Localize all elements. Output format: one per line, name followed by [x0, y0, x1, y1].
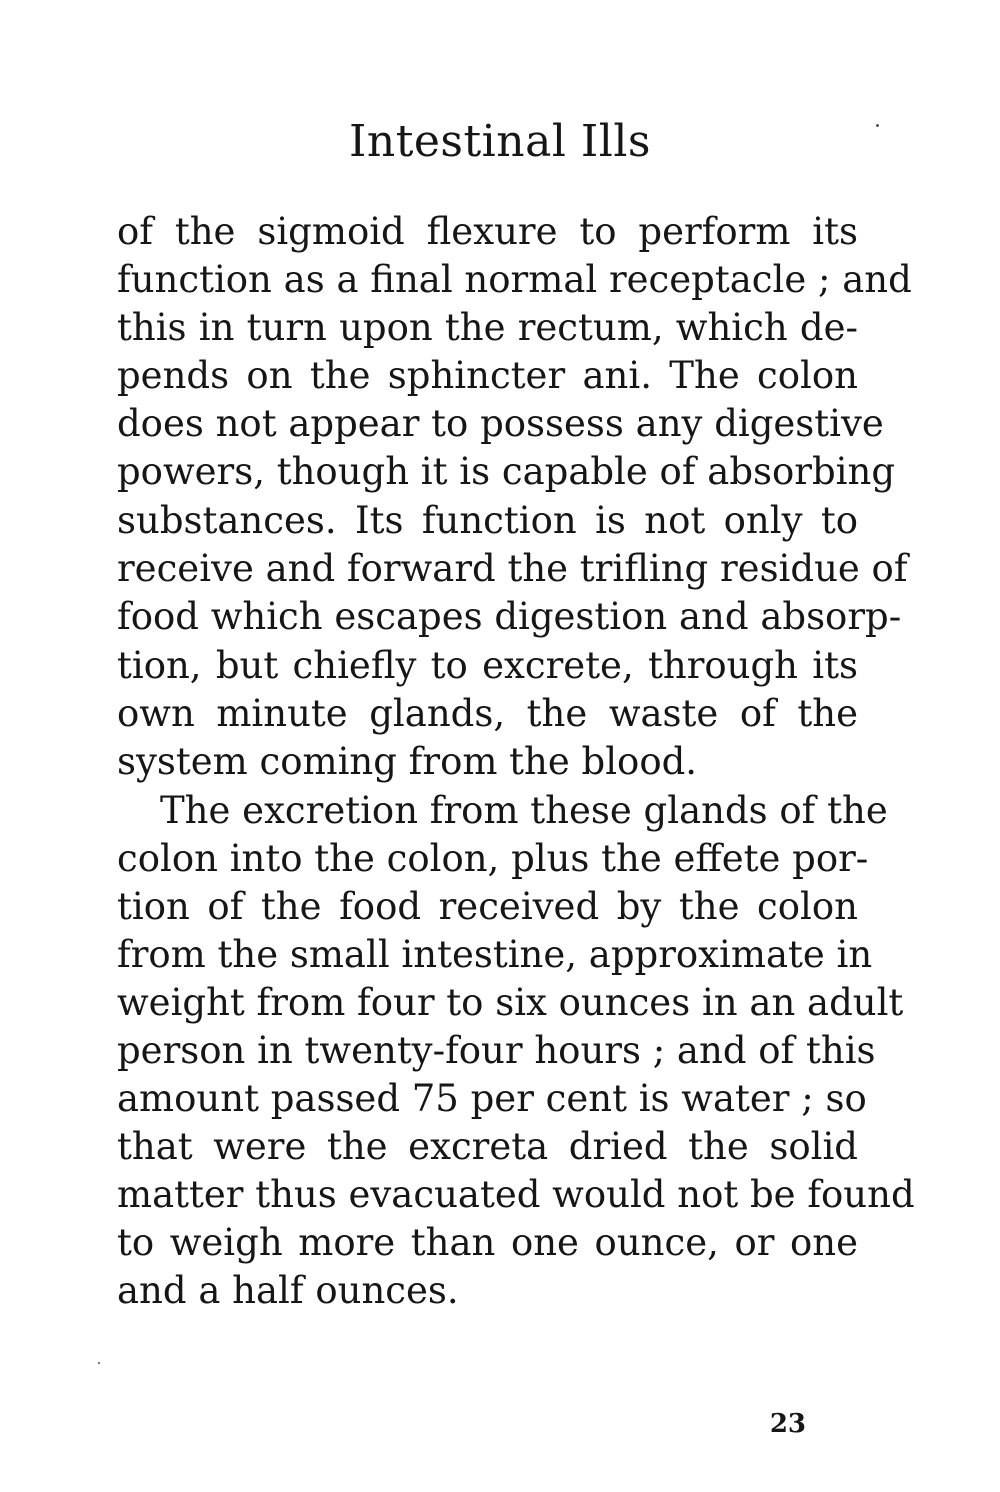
text-line: does not appear to possess any digestive	[117, 402, 884, 445]
paper-speck	[876, 124, 879, 127]
text-line: to weigh more than one ounce, or one	[117, 1221, 858, 1264]
page-number: 23	[769, 1409, 806, 1439]
text-line: from the small intestine, approximate in	[117, 933, 873, 976]
text-line: colon into the colon, plus the effete por-	[117, 837, 869, 880]
text-line: matter thus evacuated would not be found	[117, 1173, 915, 1216]
text-line: that were the excreta dried the solid	[117, 1125, 858, 1168]
text-line: system coming from the blood.	[117, 740, 698, 783]
text-line: of the sigmoid flexure to perform its	[117, 210, 858, 253]
text-line: amount passed 75 per cent is water ; so	[117, 1077, 867, 1120]
running-head: Intestinal Ills	[348, 116, 651, 167]
text-line: this in turn upon the rectum, which de-	[117, 306, 858, 349]
text-line: tion, but chiefly to excrete, through its	[117, 644, 858, 687]
text-line: function as a final normal receptacle ; and	[117, 258, 912, 301]
text-line: person in twenty-four hours ; and of this	[117, 1029, 876, 1072]
text-line: pends on the sphincter ani. The colon	[117, 354, 858, 397]
text-line: food which escapes digestion and absorp-	[117, 595, 902, 638]
text-line: own minute glands, the waste of the	[117, 692, 858, 735]
text-line: and a half ounces.	[117, 1269, 459, 1312]
text-line: receive and forward the trifling residue of	[117, 547, 908, 590]
text-line: substances. Its function is not only to	[117, 499, 858, 542]
paper-speck	[98, 1362, 100, 1364]
text-line: tion of the food received by the colon	[117, 885, 858, 928]
text-line: The excretion from these glands of the	[160, 789, 888, 832]
text-line: weight from four to six ounces in an adult	[117, 981, 904, 1024]
text-line: powers, though it is capable of absorbing	[117, 450, 896, 493]
